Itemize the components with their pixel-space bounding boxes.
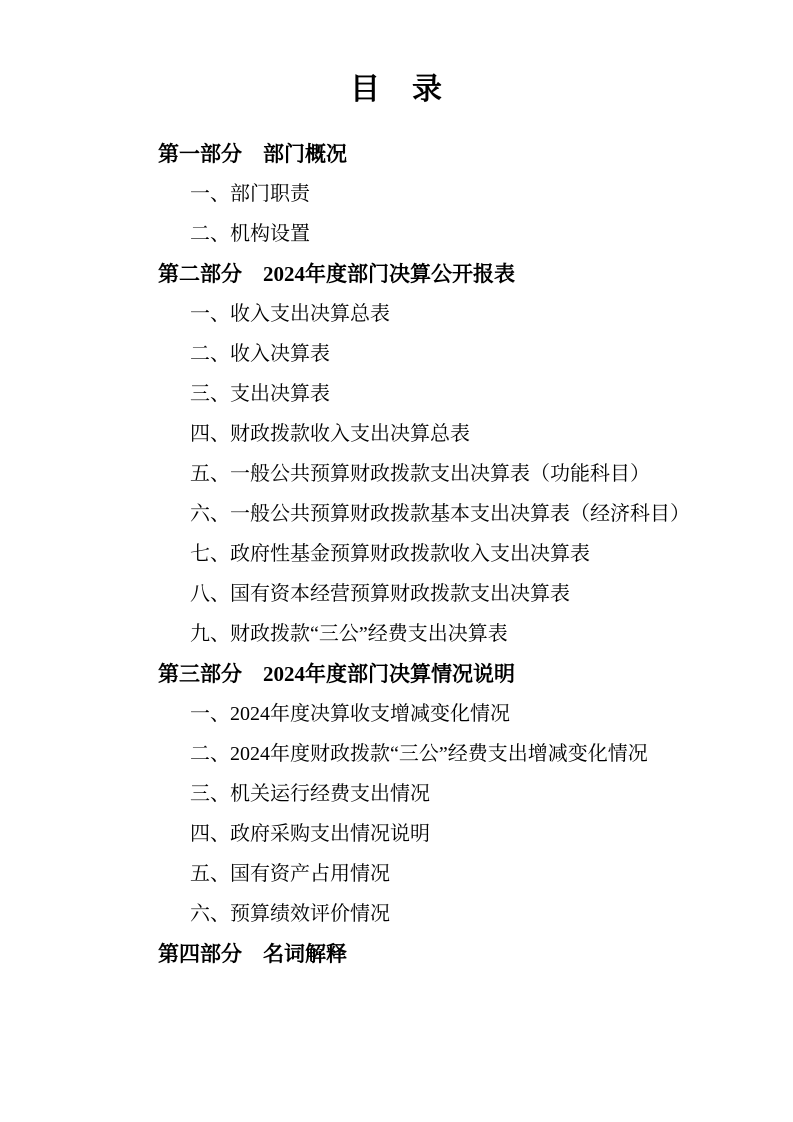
toc-item: 六、预算绩效评价情况 <box>190 903 390 925</box>
toc-section-heading-2: 第二部分 2024年度部门决算公开报表 <box>158 262 515 286</box>
toc-item: 五、一般公共预算财政拨款支出决算表（功能科目） <box>190 463 650 485</box>
toc-section-heading-4: 第四部分 名词解释 <box>158 942 347 966</box>
toc-item: 一、收入支出决算总表 <box>190 303 390 325</box>
toc-item: 三、支出决算表 <box>190 383 330 405</box>
toc-item: 五、国有资产占用情况 <box>190 863 390 885</box>
toc-item: 二、收入决算表 <box>190 343 330 365</box>
toc-item: 二、2024年度财政拨款“三公”经费支出增减变化情况 <box>190 743 648 765</box>
table-of-contents <box>0 134 793 974</box>
toc-item: 一、2024年度决算收支增减变化情况 <box>190 703 510 725</box>
toc-item: 七、政府性基金预算财政拨款收入支出决算表 <box>190 543 590 565</box>
toc-item: 九、财政拨款“三公”经费支出决算表 <box>190 623 508 645</box>
toc-item: 四、财政拨款收入支出决算总表 <box>190 423 470 445</box>
toc-item: 四、政府采购支出情况说明 <box>190 823 430 845</box>
toc-item: 一、部门职责 <box>190 183 310 205</box>
toc-item: 八、国有资本经营预算财政拨款支出决算表 <box>190 583 570 605</box>
toc-item: 二、机构设置 <box>190 223 310 245</box>
toc-item: 六、一般公共预算财政拨款基本支出决算表（经济科目） <box>190 503 690 525</box>
toc-item: 三、机关运行经费支出情况 <box>190 783 430 805</box>
page-title: 目 录 <box>350 73 443 106</box>
toc-section-heading-1: 第一部分 部门概况 <box>158 142 347 166</box>
toc-section-heading-3: 第三部分 2024年度部门决算情况说明 <box>158 662 515 686</box>
